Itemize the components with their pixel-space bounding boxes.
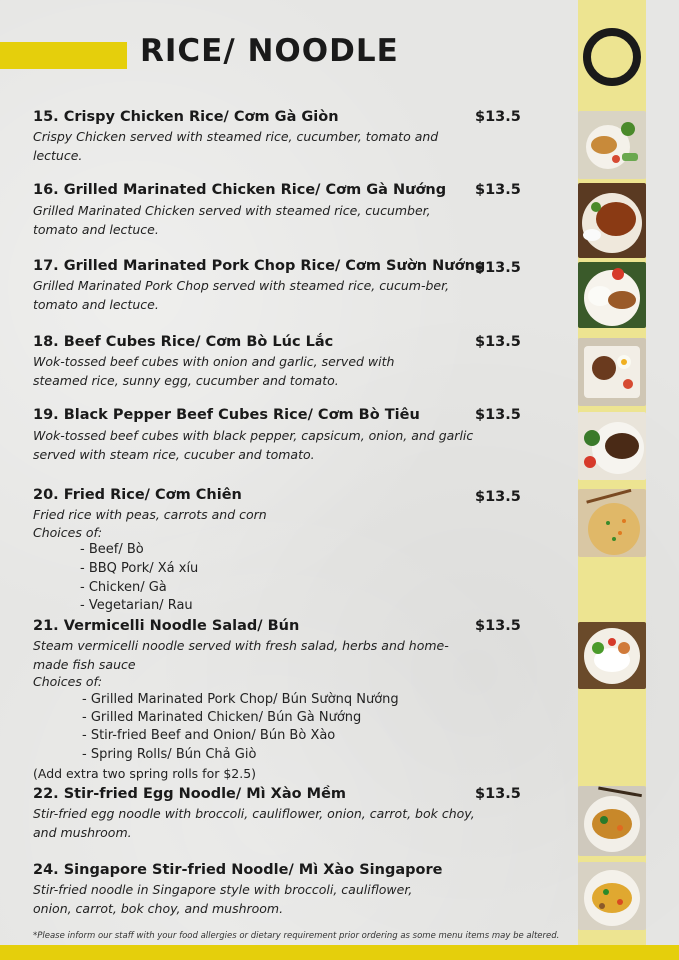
item-title-17: 17. Grilled Marinated Pork Chop Rice/ Cơm Sườn Nướng	[33, 258, 486, 274]
item-title-24: 24. Singapore Stir-fried Noodle/ Mì Xào Singapore	[33, 862, 443, 878]
food-photo-vermicelli	[578, 622, 646, 689]
item-price-15: $13.5	[475, 109, 521, 125]
item-title-21: 21. Vermicelli Noodle Salad/ Bún	[33, 618, 300, 634]
item-desc-24: Stir-fried noodle in Singapore style with broccoli, cauliflower, onion, carrot, bok choy, and mushroom.	[33, 882, 413, 916]
item-desc-18: Wok-tossed beef cubes with onion and garlic, served with steamed rice, sunny egg, cucumber and tomato.	[33, 354, 395, 388]
food-photo-pepper-beef	[578, 412, 646, 480]
item-desc-22: Stir-fried egg noodle with broccoli, cauliflower, onion, carrot, bok choy, and mushroom.	[33, 806, 475, 840]
bottom-accent-bar	[0, 945, 679, 960]
title-accent-bar	[0, 42, 127, 69]
page-title: RICE/ NOODLE	[140, 33, 399, 69]
food-photo-pork-chop	[578, 262, 646, 328]
food-photo-singapore-noodle	[578, 862, 646, 930]
choice-21-pork-chop: - Grilled Marinated Pork Chop/ Bún Sườnq Nướng	[82, 692, 399, 707]
choice-20-vegetarian: - Vegetarian/ Rau	[80, 598, 193, 613]
allergy-note: *Please inform our staff with your food allergies or dietary requirement prior ordering as some menu items may be altered.	[33, 931, 560, 941]
item-desc-20: Fried rice with peas, carrots and corn	[33, 507, 267, 522]
food-photo-grilled-chicken	[578, 183, 646, 258]
food-photo-crispy-chicken	[578, 111, 646, 179]
choice-20-beef: - Beef/ Bò	[80, 542, 144, 557]
brand-logo	[583, 28, 641, 86]
choice-21-chicken: - Grilled Marinated Chicken/ Bún Gà Nướng	[82, 710, 362, 725]
item-price-21: $13.5	[475, 618, 521, 634]
item-desc-19: Wok-tossed beef cubes with black pepper, capsicum, onion, and garlic served with steam rice, cucuber and tomato.	[33, 428, 474, 462]
choice-20-bbq-pork: - BBQ Pork/ Xá xíu	[80, 561, 199, 576]
item-title-15: 15. Crispy Chicken Rice/ Cơm Gà Giòn	[33, 109, 339, 125]
item-title-16: 16. Grilled Marinated Chicken Rice/ Cơm Gà Nướng	[33, 182, 447, 198]
item-price-19: $13.5	[475, 407, 521, 423]
choice-20-chicken: - Chicken/ Gà	[80, 580, 167, 595]
food-photo-fried-rice	[578, 489, 646, 557]
choice-21-spring-rolls: - Spring Rolls/ Bún Chả Giò	[82, 747, 257, 762]
choices-label-20: Choices of:	[33, 525, 103, 540]
item-desc-21: Steam vermicelli noodle served with fresh salad, herbs and home-made fish sauce	[33, 638, 449, 672]
item-price-18: $13.5	[475, 334, 521, 350]
item-desc-16: Grilled Marinated Chicken served with steamed rice, cucumber, tomato and lectuce.	[33, 203, 431, 237]
extra-note-21: (Add extra two spring rolls for $2.5)	[33, 766, 257, 781]
item-desc-17: Grilled Marinated Pork Chop served with steamed rice, cucum-ber, tomato and lectuce.	[33, 278, 450, 312]
food-photo-beef-cubes	[578, 338, 646, 406]
item-title-19: 19. Black Pepper Beef Cubes Rice/ Cơm Bò Tiêu	[33, 407, 420, 423]
item-title-18: 18. Beef Cubes Rice/ Cơm Bò Lúc Lắc	[33, 334, 334, 350]
item-price-17: $13.5	[475, 260, 521, 276]
item-price-20: $13.5	[475, 489, 521, 505]
choices-label-21: Choices of:	[33, 674, 103, 689]
food-photo-egg-noodle	[578, 786, 646, 856]
item-price-16: $13.5	[475, 182, 521, 198]
item-title-22: 22. Stir-fried Egg Noodle/ Mì Xào Mềm	[33, 786, 347, 802]
choice-21-beef-onion: - Stir-fried Beef and Onion/ Bún Bò Xào	[82, 728, 336, 743]
item-price-22: $13.5	[475, 786, 521, 802]
item-title-20: 20. Fried Rice/ Cơm Chiên	[33, 487, 242, 503]
item-desc-15: Crispy Chicken served with steamed rice, cucumber, tomato and lectuce.	[33, 129, 439, 163]
